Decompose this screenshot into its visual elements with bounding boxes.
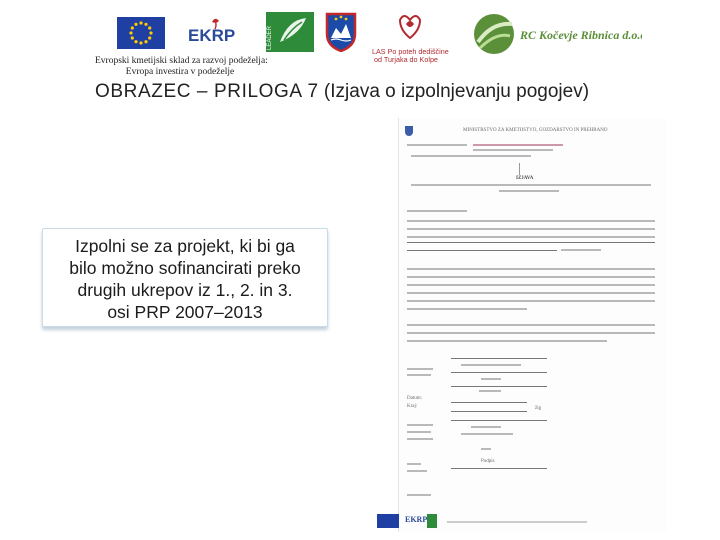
rc-logo-text: RC Kočevje Ribnica d.o.o.: [520, 28, 642, 42]
doc-crest-icon: [405, 126, 413, 136]
callout-line3: drugih ukrepov iz 1., 2. in 3.: [77, 280, 293, 300]
doc-stamp-label: žig: [535, 406, 542, 411]
doc-city-label: Kraj:: [407, 404, 418, 409]
las-logo: [370, 12, 460, 64]
callout-line2: bilo možno sofinancirati preko: [69, 258, 301, 278]
ekrp-logo-text: EKRP: [188, 26, 236, 45]
las-logo-line1: LAS Po poteh dediščine: [372, 47, 449, 56]
page-title-sub: (Izjava o izpolnjevanju pogojev): [323, 81, 590, 102]
doc-footer-leader-icon: [427, 514, 437, 528]
doc-date-label: Datum:: [407, 396, 422, 401]
eu-flag-icon: [117, 17, 165, 49]
form-document-preview: [398, 118, 667, 532]
doc-ministry-header: MINISTRSTVO ZA KMETIJSTVO, GOZDARSTVO IN PREHRANO: [463, 128, 608, 133]
ekrp-logo: [186, 13, 242, 49]
page-title-main: OBRAZEC – PRILOGA 7: [95, 81, 319, 102]
doc-footer-ekrp: EKRP: [405, 515, 428, 524]
fund-caption-line1: Evropski kmetijski sklad za razvoj podeželja:: [95, 56, 268, 66]
instruction-callout: [42, 228, 328, 327]
slovenia-coat-of-arms-icon: [325, 12, 357, 52]
doc-signature-value: Podpis: [481, 459, 495, 464]
fund-caption: [95, 56, 268, 78]
doc-title: IZJAVA: [516, 176, 534, 181]
page-title: [95, 81, 715, 103]
callout-line1: Izpolni se za projekt, ki bi ga: [75, 236, 295, 256]
las-logo-line2: od Turjaka do Kolpe: [374, 55, 438, 64]
leader-logo-text: LEADER: [267, 25, 273, 50]
fund-caption-line2: Evropa investira v podeželje: [125, 67, 235, 77]
rc-kocevje-ribnica-logo: [472, 12, 642, 56]
doc-footer-eu-flag-icon: [377, 514, 399, 528]
callout-line4: osi PRP 2007–2013: [107, 302, 263, 322]
leader-logo: [266, 12, 314, 52]
